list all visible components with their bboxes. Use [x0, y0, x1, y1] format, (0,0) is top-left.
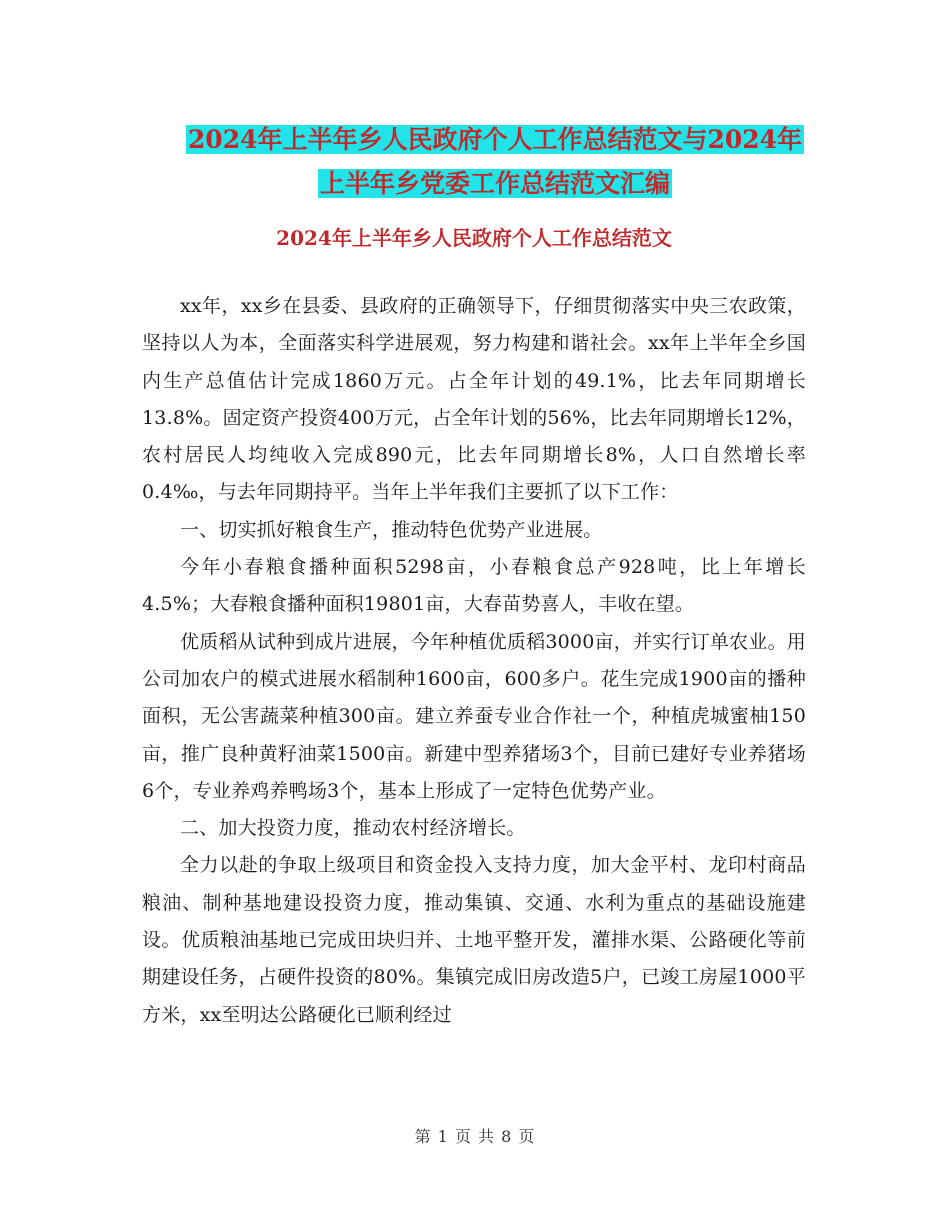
page-footer: 第 1 页 共 8 页 — [414, 1127, 536, 1146]
document-body — [142, 288, 806, 1034]
document-title — [150, 118, 840, 206]
title-highlight-2: 上半年乡党委工作总结范文汇编 — [319, 169, 670, 198]
paragraph: 优质稻从试种到成片进展，今年种植优质稻3000亩，并实行订单农业。用公司加农户的模式进展水稻制种1600亩，600多户。花生完成1900亩的播种面积，无公害蔬菜种植300亩。建立养蚕专业合作社一个，种植虎城蜜柚150亩，推广良种黄籽油菜1500亩。新建中型养猪场3个，目前已建好专业养猪场6个，专业养鸡养鸭场3个，基本上形成了一定特色优势产业。 — [142, 630, 806, 802]
title-highlight-1: 2024年上半年乡人民政府个人工作总结范文与2024年 — [187, 125, 803, 154]
document-title-line-2 — [150, 162, 840, 206]
paragraph: 全力以赴的争取上级项目和资金投入支持力度，加大金平村、龙印村商品粮油、制种基地建设投资力度，推动集镇、交通、水利为重点的基础设施建设。优质粮油基地已完成田块归并、土地平整开发，灌排水渠、公路硬化等前期建设任务，占硬件投资的80%。集镇完成旧房改造5户，已竣工房屋1000平方米，xx至明达公路硬化已顺利经过 — [142, 854, 806, 1026]
paragraph: 二、加大投资力度，推动农村经济增长。 — [180, 817, 526, 840]
section-title: 2024年上半年乡人民政府个人工作总结范文 — [276, 226, 672, 250]
paragraph: 今年小春粮食播种面积5298亩，小春粮食总产928吨，比上年增长4.5%；大春粮食播种面积19801亩，大春苗势喜人，丰收在望。 — [142, 556, 806, 616]
document-title-line-1 — [150, 118, 840, 162]
paragraph: xx年，xx乡在县委、县政府的正确领导下，仔细贯彻落实中央三农政策，坚持以人为本，全面落实科学进展观，努力构建和谐社会。xx年上半年全乡国内生产总值估计完成1860万元。占全年计划的49.1%，比去年同期增长13.8%。固定资产投资400万元，占全年计划的56%，比去年同期增长12%，农村居民人均纯收入完成890元，比去年同期增长8%，人口自然增长率0.4‰，与去年同期持平。当年上半年我们主要抓了以下工作： — [142, 295, 806, 504]
paragraph: 一、切实抓好粮食生产，推动特色优势产业进展。 — [180, 518, 603, 541]
